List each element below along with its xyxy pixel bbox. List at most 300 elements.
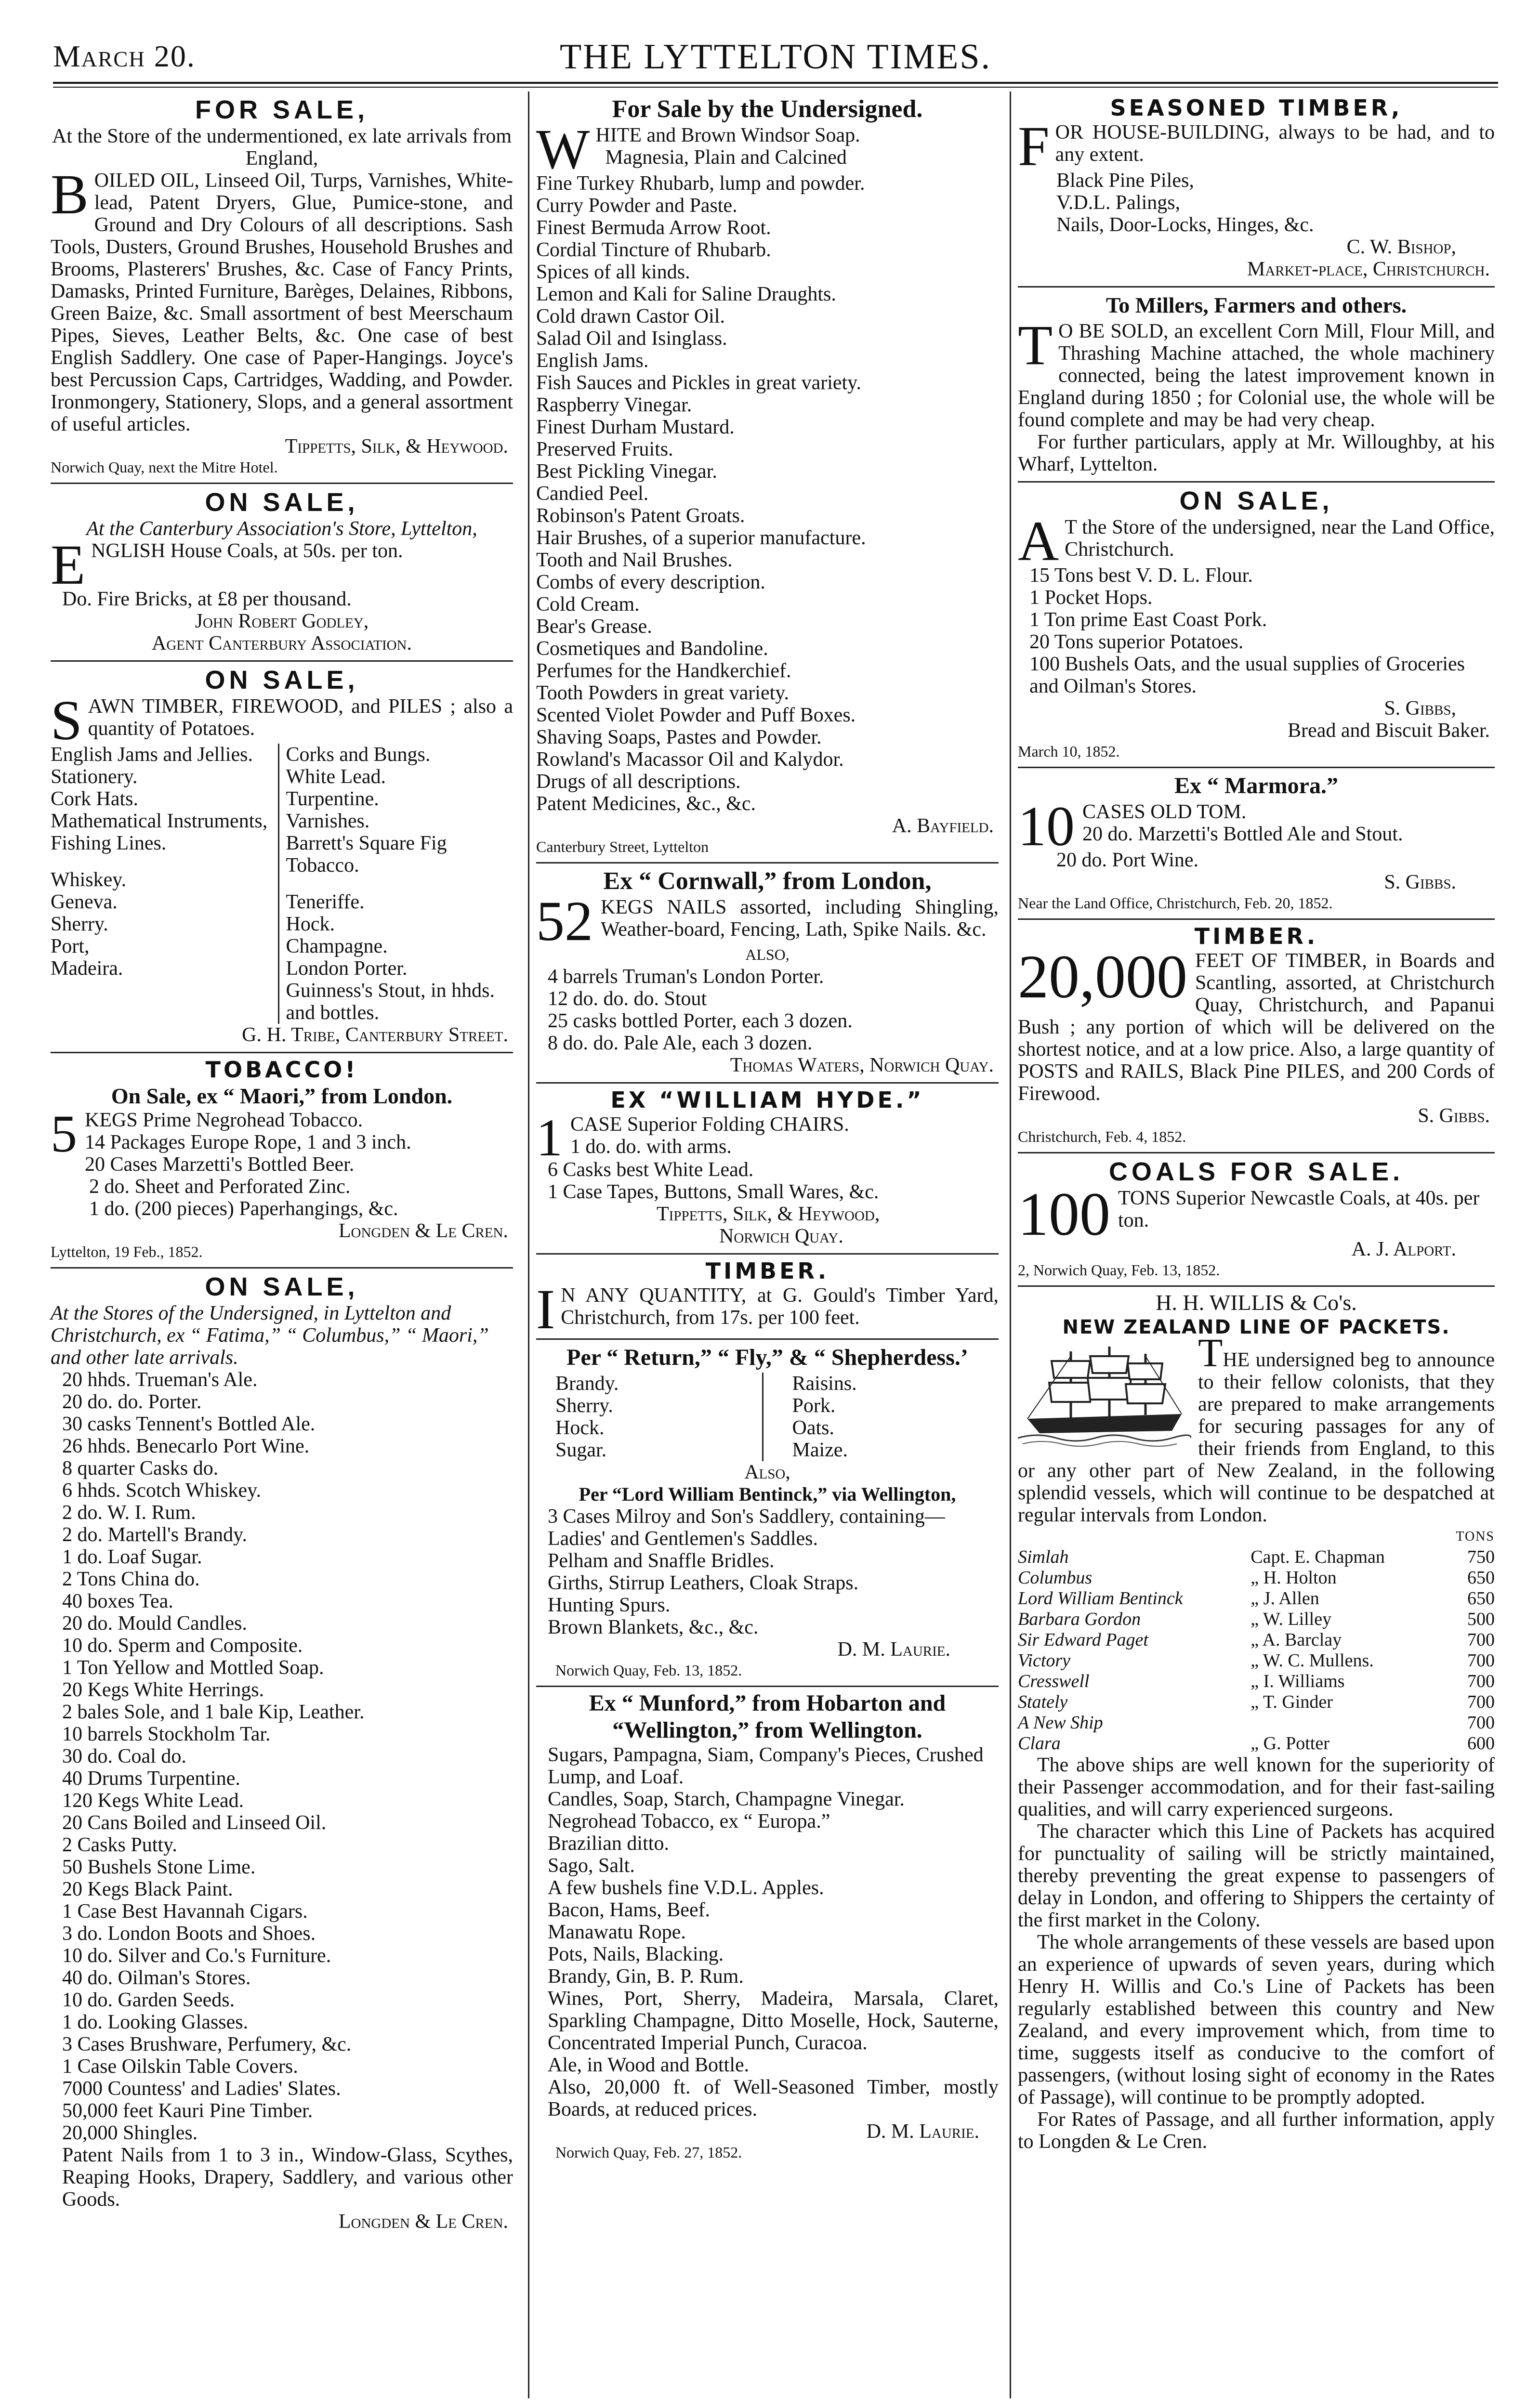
advert-on-sale-timber [51,662,513,1053]
list-item: Sherry. [555,1395,613,1417]
ship-tons: 650 [1467,1568,1495,1588]
list-item: Perfumes for the Handkerchief. [536,660,791,682]
list-item: 15 Tons best V. D. L. Flour. [1029,564,1253,587]
list-item: V.D.L. Palings, [1056,192,1181,214]
advert-body: A T the Store of the undersigned, near the Land Office, Christchurch. [1018,510,1495,573]
masthead [53,29,1498,82]
list-item: 14 Packages Europe Rope, 1 and 3 inch. [85,1131,411,1153]
advert-signature: Tippetts, Silk, & Heywood. [285,435,508,458]
list-item: English Jams. [536,350,649,372]
list-item: Best Pickling Vinegar. [536,460,717,483]
list-item: Guinness's Stout, in hhds. and bottles. [286,980,495,1024]
advert-body: THE undersigned beg to announce to their fellow colonists, that they are prepared to make arrangements for securing passages for any of their friends from England, to this or any other part of New Zealand, in the following splendid vessels, which will continue to be despatched at regular intervals from London. [1018,1331,1495,1526]
list-item: Turpentine. [286,788,379,810]
advert-munford [536,1687,999,2168]
masthead-rule-thin [53,87,1498,88]
list-item: Manawatu Rope. [548,1921,686,1943]
list-item: Pelham and Snaffle Bridles. [548,1550,775,1572]
ship-master: „ H. Holton [1250,1568,1337,1588]
list-item: Sugars, Pampagna, Siam, Company's Pieces, Crushed Lump, and Loaf. [548,1744,984,1788]
list-item: 100 Bushels Oats, and the usual supplies of Groceries and Oilman's Stores. [1029,653,1465,697]
list-item: Preserved Fruits. [536,438,673,460]
sailing-ship-illustration [1018,1342,1191,1448]
list-item: 2 Casks Putty. [62,1834,177,1856]
list-item: White Lead. [286,766,386,788]
advert-signature: D. M. Laurie. [837,1638,950,1661]
list-left [51,744,278,1024]
advert-corn-mill [1018,288,1495,483]
list-item: 1 do. (200 pieces) Paperhangings, &c. [89,1198,398,1220]
advert-signature-title: Agent Canterbury Association. [152,632,412,654]
list-item: Cold drawn Castor Oil. [536,305,725,327]
advert-heading: Ex “ Cornwall,” from London, [603,867,932,895]
list-item: 20 Kegs Black Paint. [62,1878,233,1900]
also-label: ALSO, [745,946,790,963]
advert-signature: Longden & Le Cren. [338,1220,508,1242]
list-item: Sago, Salt. [548,1855,635,1877]
advert-address: Norwich Quay, next the Mitre Hotel. [51,458,278,476]
list-item: Drugs of all descriptions. [536,771,741,793]
issue-date: March 20. [53,39,196,73]
list-item: Maize. [792,1439,848,1461]
list-item: 1 do. Loaf Sugar. [62,1546,202,1568]
list-item: Varnishes. [286,810,370,832]
ship-tons: 700 [1467,1692,1495,1712]
list-item: 2 bales Sole, and 1 bale Kip, Leather. [62,1701,365,1723]
list-item: 20 hhds. Trueman's Ale. [62,1369,258,1391]
advert-signature: A. J. Alport. [1351,1238,1456,1260]
advert-signature: G. H. Tribe, Canterbury Street. [242,1024,508,1046]
advert-heading: SEASONED TIMBER, [1110,95,1403,121]
list-item: 40 do. Oilman's Stores. [62,1967,251,1989]
advert-body: BOILED OIL, Linseed Oil, Turps, Varnishes, White-lead, Patent Dryers, Glue, Pumice-stone, and Ground and Dry Colours of all descriptions. Sash Tools, Dusters, Ground Brushes, Household Brushes and Brooms, Plasterers' Brushes, &c. Case of Fancy Prints, Damasks, Printed Furniture, Barèges, Delaines, Ribbons, Green Baize, &c. Small assortment of best Meerschaum Pipes, Sieves, Leather Belts, &c. One case of best English Saddlery. One case of Paper-Hangings. Joyce's best Percussion Caps, Cartridges, Wadding, and Powder. Ironmongery, Stationery, Slops, and a general assortment of useful articles. [51,163,513,435]
ship-tons: 500 [1467,1609,1495,1629]
advert-body: I N ANY QUANTITY, at G. Gould's Timber Yard, Christchurch, from 17s. per 100 feet. [536,1278,999,1341]
list-item: Tooth and Nail Brushes. [536,549,733,571]
ship-tons: 700 [1467,1630,1495,1650]
ship-name: Cresswell [1018,1671,1090,1691]
ship-master [1250,1713,1440,1733]
advert-william-hyde [536,1084,999,1255]
list-item: Rowland's Macassor Oil and Kalydor. [536,748,844,771]
list-item: 1 Case Oilskin Table Covers. [62,2055,298,2078]
drop-cap: W [536,118,590,181]
list-item: 10 barrels Stockholm Tar. [62,1723,271,1745]
advert-heading: TIMBER. [1194,923,1318,949]
advert-heading: ON SALE, [1179,486,1333,515]
advert-heading: TIMBER. [705,1258,829,1284]
list-item: Ladies' and Gentlemen's Saddles. [548,1528,818,1550]
advert-coals [1018,1153,1495,1287]
advert-subheading: At the Canterbury Association's Store, Lyttelton, [86,518,477,540]
list-item: 2 Tons China do. [62,1568,200,1590]
list-item: 1 Pocket Hops. [1029,587,1153,609]
list-item: Cork Hats. [51,788,138,810]
list-item: Madeira. [51,957,123,980]
drop-cap: A [1018,510,1059,573]
advert-body: WHITE and Brown Windsor Soap. Magnesia, Plain and Calcined [536,118,860,181]
list-item: A few bushels fine V.D.L. Apples. [548,1877,824,1899]
advert-subheading: NEW ZEALAND LINE OF PACKETS. [1062,1316,1450,1338]
list-item: 3 Cases Brushware, Perfumery, &c. [62,2033,352,2055]
spacer [51,854,278,869]
list-item: Cordial Tincture of Rhubarb. [536,239,771,261]
advert-date: Near the Land Office, Christchurch, Feb. 20, 1852. [1018,894,1333,912]
table-row [1018,1650,1495,1671]
advert-date: Norwich Quay, Feb. 27, 1852. [555,2144,742,2161]
advert-closing: Patent Nails from 1 to 3 in., Window-Glass, Scythes, Reaping Hooks, Drapery, Saddlery, and various other Goods. [62,2144,513,2211]
advert-return-fly [536,1340,999,1687]
advert-body: 1 CASE Superior Folding CHAIRS. 1 do. do. with arms. [536,1113,999,1159]
advert-address: Canterbury Street, Lyttelton [536,838,709,855]
list-item: Geneva. [51,891,118,913]
large-numeral: 1 [536,1108,563,1167]
list-item: 1 Case Best Havannah Cigars. [62,1900,308,1923]
advert-signature-address: Norwich Quay. [719,1225,843,1247]
column-left [51,92,513,2238]
advert-body: FOR HOUSE-BUILDING, always to be had, and to any extent. [1018,115,1495,178]
list-item: 2 do. Sheet and Perforated Zinc. [89,1176,351,1198]
large-numeral: 5 [51,1104,77,1163]
list-item: Brandy. [555,1373,619,1395]
list-item: 20,000 Shingles. [62,2122,198,2144]
list-item: Patent Medicines, &c., &c. [536,793,756,815]
ship-tons: 700 [1467,1671,1495,1691]
advert-signature: D. M. Laurie. [866,2120,979,2143]
advert-on-sale-coals [51,484,513,662]
advert-heading: To Millers, Farmers and others. [1106,293,1407,317]
advert-paragraph: The character which this Line of Packets has acquired for punctuality of sailing will be strictly maintained, thereby preventing the great expense to passengers of delay in London, and offering to Shippers the certainty of the first market in the Colony. [1018,1820,1495,1931]
ship-name: Barbara Gordon [1018,1609,1141,1629]
list-item: 20 Tons superior Potatoes. [1029,631,1244,653]
advert-heading: ON SALE, [205,488,359,517]
newspaper-title: THE LYTTELTON TIMES. [559,37,991,77]
advert-heading: FOR SALE, [195,95,369,124]
list-item: 25 casks bottled Porter, each 3 dozen. [548,1010,853,1032]
table-row [1018,1609,1495,1630]
table-row [1018,1733,1495,1754]
ship-tons: 650 [1467,1588,1495,1609]
list-item: 6 Casks best White Lead. [548,1159,754,1181]
advert-bayfield [536,92,999,864]
list-item: Raisins. [792,1373,857,1395]
list-item: Brandy, Gin, B. P. Rum. [548,1965,744,1988]
advert-signature: S. Gibbs, [1384,697,1456,720]
list-item: Fishing Lines. [51,832,167,854]
list-item: Combs of every description. [536,571,765,593]
advert-signature: John Robert Godley, [195,610,369,632]
advert-heading: For Sale by the Undersigned. [612,95,923,123]
list-item: 10 do. Garden Seeds. [62,1989,235,2011]
list-item: 30 casks Tennent's Bottled Ale. [62,1413,316,1435]
list-item: Oats. [792,1417,834,1439]
large-numeral: 10 [1018,795,1075,858]
list-item: 1 do. Looking Glasses. [62,2011,249,2033]
list-item: 1 Ton Yellow and Mottled Soap. [62,1657,324,1679]
list-item: 8 do. do. Pale Ale, each 3 dozen. [548,1032,813,1054]
list-item: 20 do. do. Porter. [62,1391,202,1413]
list-item: Bacon, Hams, Beef. [548,1899,711,1921]
list-item: 6 hhds. Scotch Whiskey. [62,1479,261,1502]
drop-cap: T [1198,1331,1223,1375]
list-item: Wines, Port, Sherry, Madeira, Marsala, Claret, Sparkling Champagne, Ditto Moselle, Hock, Sauterne, Concentrated Imperial Punch, Curacoa. [548,1988,999,2054]
list-item: Brown Blankets, &c., &c. [548,1616,759,1638]
list-item: 3 do. London Boots and Shoes. [62,1923,316,1945]
ship-master: Capt. E. Chapman [1250,1547,1385,1567]
list-item: Champagne. [286,935,388,957]
list-item: Fish Sauces and Pickles in great variety. [536,372,861,394]
ship-master: „ W. C. Mullens. [1250,1650,1374,1671]
advert-for-sale-tippetts [51,92,513,484]
list-item: 1 Ton prime East Coast Pork. [1029,609,1267,631]
list-item: Brazilian ditto. [548,1832,669,1855]
list-item: 10 do. Silver and Co.'s Furniture. [62,1945,331,1967]
advert-body: SAWN TIMBER, FIREWOOD, and PILES ; also a quantity of Potatoes. [51,689,513,752]
list-item: Corks and Bungs. [286,744,431,766]
advert-seasoned-timber [1018,92,1495,288]
list-item: Finest Bermuda Arrow Root. [536,217,771,239]
list-item: Ale, in Wood and Bottle. [548,2054,750,2076]
table-row [1018,1547,1495,1568]
list-item: 50 Bushels Stone Lime. [62,1856,256,1878]
advert-heading: Ex “ Munford,” from Hobarton and “Wellington,” from Wellington. [589,1690,946,1743]
advert-body: 52 KEGS NAILS assorted, including Shingling, Weather-board, Fencing, Lath, Spike Nails. &c. [536,890,999,953]
ship-tons: 600 [1467,1733,1495,1754]
advert-heading: H. H. WILLIS & Co's. [1156,1290,1357,1315]
advert-date: Norwich Quay, Feb. 13, 1852. [555,1662,742,1679]
list-item: 30 do. Coal do. [62,1745,186,1767]
advert-heading: Ex “ Marmora.” [1174,773,1338,798]
list-item: Also, 20,000 ft. of Well-Seasoned Timber, mostly Boards, at reduced prices. [548,2076,999,2120]
advert-signature-address: Market-place, Christchurch. [1247,258,1490,280]
large-numeral: 52 [536,890,593,953]
list-item: 40 Drums Turpentine. [62,1767,240,1790]
list-item: Stationery. [51,766,138,788]
table-header-row [1018,1526,1495,1547]
ship-name: Clara [1018,1733,1061,1754]
spacer [286,877,513,891]
list-item: Curry Powder and Paste. [536,195,737,217]
table-row [1018,1671,1495,1692]
list-item: Hock. [555,1417,605,1439]
list-item: 1 do. do. with arms. [570,1136,732,1158]
list-item: Bear's Grease. [536,615,652,638]
list-item: Shaving Soaps, Pastes and Powder. [536,726,822,748]
list-item: Pork. [792,1395,836,1417]
drop-cap: I [536,1278,555,1341]
ship-tons: 700 [1467,1713,1495,1733]
drop-cap: E [51,533,86,596]
list-item: 2 do. Martell's Brandy. [62,1524,247,1546]
ship-name: A New Ship [1018,1713,1103,1733]
item-list [536,172,999,815]
list-item: 12 do. do. do. Stout [548,988,707,1010]
list-item: Sugar. [555,1439,607,1461]
list-item: Robinson's Patent Groats. [536,505,745,527]
advert-willis-packets [1018,1287,1495,2159]
advert-body: 20,000 FEET OF TIMBER, in Boards and Scantling, assorted, at Christchurch Quay, Christchurch, and Papanui Bush ; any portion of which will be delivered on the shortest notice, and at a low price. Also, a large quantity of POSTS and RAILS, Black Pine PILES, and 200 Cords of Firewood. [1018,942,1495,1105]
list-item: Nails, Door-Locks, Hinges, &c. [1056,214,1314,236]
advert-date: Christchurch, Feb. 4, 1852. [1018,1128,1186,1145]
advert-body-2: For further particulars, apply at Mr. Willoughby, at his Wharf, Lyttelton. [1018,431,1495,475]
ship-master: „ I. Williams [1250,1671,1345,1691]
ship-master: „ J. Allen [1250,1588,1319,1609]
advert-signature: Tippetts, Silk, & Heywood, [657,1203,880,1225]
ship-name: Lord William Bentinck [1018,1588,1183,1609]
advert-heading: COALS FOR SALE. [1108,1157,1404,1186]
list-item: 20 do. Port Wine. [1056,849,1199,871]
advert-paragraph: For Rates of Passage, and all further information, apply to Longden & Le Cren. [1018,2108,1495,2153]
advert-paragraph: The above ships are well known for the superiority of their Passenger accommodation, and for their fast-sailing qualities, and will carry experienced surgeons. [1018,1754,1495,1820]
advert-date: 2, Norwich Quay, Feb. 13, 1852. [1018,1261,1220,1279]
list-item: Lemon and Kali for Saline Draughts. [536,283,836,305]
list-item: Spices of all kinds. [536,261,690,283]
column-divider [528,92,529,2398]
table-row [1018,1568,1495,1588]
list-item: 20 Kegs White Herrings. [62,1679,264,1701]
list-item: English Jams and Jellies. [51,744,253,766]
advert-signature: S. Gibbs. [1418,1105,1490,1127]
list-item: Fine Turkey Rhubarb, lump and powder. [536,172,865,195]
list-item: 4 barrels Truman's London Porter. [548,966,824,988]
large-numeral: 100 [1018,1180,1110,1248]
advert-heading: Per “ Return,” “ Fly,” & “ Shepherdess.’ [566,1345,968,1370]
advert-subheading: Per “Lord William Bentinck,” via Wellington, [579,1483,956,1505]
advert-gould-timber [536,1255,999,1340]
list-item: London Porter. [286,957,408,980]
two-column-list [536,1373,999,1461]
list-item: Pots, Nails, Blacking. [548,1943,724,1965]
list-item: Teneriffe. [286,891,365,913]
list-item: Cold Cream. [536,593,640,615]
column-middle [536,92,999,2168]
advert-date: March 10, 1852. [1018,743,1120,760]
ship-tons: 750 [1467,1547,1495,1567]
list-item: 1 Case Tapes, Buttons, Small Wares, &c. [548,1181,879,1203]
ship-name: Sir Edward Paget [1018,1630,1148,1650]
list-item: Hunting Spurs. [548,1594,671,1616]
ships-table [1018,1526,1495,1754]
advert-marmora [1018,768,1495,920]
list-item: 120 Kegs White Lead. [62,1790,244,1812]
drop-cap: B [51,163,89,226]
list-item: Scented Violet Powder and Puff Boxes. [536,704,856,726]
advert-signature: A. Bayfield. [892,815,994,837]
advert-paragraph: The whole arrangements of these vessels are based upon an experience of upwards of seven years, during which Henry H. Willis and Co.'s Line of Packets has been regularly established between this country and New Zealand, and every improvement which, from time to time, suggests itself as conducive to the comfort of passengers, (without losing sight of economy in the Rates of Passage), will continue to be promptly adopted. [1018,1931,1495,2108]
list-item: Hair Brushes, of a superior manufacture. [536,527,866,549]
ship-master: „ A. Barclay [1250,1630,1342,1650]
ship-master: „ G. Potter [1250,1733,1329,1754]
list-item: Sherry. [51,913,108,935]
drop-cap: F [1018,115,1050,178]
list-item: Hock. [286,913,335,935]
list-item: 10 do. Sperm and Composite. [62,1635,303,1657]
list-item: 2 do. W. I. Rum. [62,1502,196,1524]
large-numeral: 20,000 [1018,942,1187,1011]
advert-signature: Thomas Waters, Norwich Quay. [730,1054,994,1076]
list-item: 40 boxes Tea. [62,1590,173,1612]
advert-timber-gibbs [1018,920,1495,1153]
item-list [51,1369,513,2144]
advert-cornwall [536,864,999,1084]
tons-column-header: TONS [1456,1529,1495,1544]
ship-master: „ W. Lilley [1250,1609,1332,1629]
list-item: Tooth Powders in great variety. [536,682,790,704]
list-item: 8 quarter Casks do. [62,1457,219,1479]
advert-heading: EX “WILLIAM HYDE.” [610,1087,924,1113]
advert-heading: ON SALE, [205,1272,359,1301]
ship-name: Columbus [1018,1568,1092,1588]
advert-subheading: On Sale, ex “ Maori,” from London. [111,1084,453,1108]
advert-signature: Longden & Le Cren. [338,2211,508,2233]
also-label: Also, [744,1461,790,1483]
list-item: Port, [51,935,90,957]
advert-signature-title: Bread and Biscuit Baker. [1288,720,1490,742]
advert-subheading: At the Store of the undermentioned, ex late arrivals from England, [52,125,512,170]
advert-body: 10 CASES OLD TOM. 20 do. Marzetti's Bottled Ale and Stout. [1018,795,1403,858]
column-right [1018,92,1495,2159]
two-column-list [51,744,513,1024]
masthead-rule [53,82,1498,84]
list-item: 20 Cans Boiled and Linseed Oil. [62,1812,327,1834]
list-item: Mathematical Instruments, [51,810,268,832]
list-right [278,744,513,1024]
table-row [1018,1588,1495,1609]
list-item: Black Pine Piles, [1056,170,1194,192]
list-left [555,1373,762,1461]
list-item: Candles, Soap, Starch, Champagne Vinegar. [548,1788,905,1810]
advert-signature: C. W. Bishop, [1346,236,1456,258]
ship-tons: 700 [1467,1650,1495,1671]
advert-date: Lyttelton, 19 Feb., 1852. [51,1243,203,1260]
column-divider [1010,92,1011,2398]
list-item: 7000 Countess' and Ladies' Slates. [62,2078,341,2100]
drop-cap: T [1018,314,1053,377]
advert-subheading: At the Stores of the Undersigned, in Lyttelton and Christchurch, ex “ Fatima,” “ Columbus,” “ Maori,” and other late arrivals. [51,1302,489,1369]
advert-heading: TOBACCO! [205,1057,358,1083]
list-item: Negrohead Tobacco, ex “ Europa.” [548,1810,830,1832]
list-right [762,1373,999,1461]
advert-heading: ON SALE, [205,666,359,694]
list-item: 26 hhds. Benecarlo Port Wine. [62,1435,310,1457]
list-item: 50,000 feet Kauri Pine Timber. [62,2100,313,2122]
advert-body: 5 KEGS Prime Negrohead Tobacco. 14 Packages Europe Rope, 1 and 3 inch. 20 Cases Marzetti's Bottled Beer. [51,1109,513,1176]
ship-master: „ T. Ginder [1250,1692,1333,1712]
ship-name: Victory [1018,1650,1071,1671]
list-item: Finest Durham Mustard. [536,416,735,438]
advert-tobacco [51,1053,513,1269]
list-item: Salad Oil and Isinglass. [536,327,727,350]
list-item: Raspberry Vinegar. [536,394,692,416]
ship-name: Simlah [1018,1547,1069,1567]
list-item: Whiskey. [51,869,127,891]
table-row [1018,1692,1495,1713]
ship-name: Stately [1018,1692,1068,1712]
advert-gibbs-on-sale [1018,483,1495,768]
advert-body: T O BE SOLD, an excellent Corn Mill, Flour Mill, and Thrashing Machine attached, the whole machinery connected, being the latest improvement known in England during 1850 ; for Colonial use, the whole will be found complete and may be had very cheap. [1018,314,1495,431]
list-item: Girths, Stirrup Leathers, Cloak Straps. [548,1572,859,1594]
drop-cap: S [51,689,82,752]
advert-body: ENGLISH House Coals, at 50s. per ton. [51,533,403,596]
list-item: 20 Cases Marzetti's Bottled Beer. [85,1153,355,1176]
advert-on-sale-stores [51,1269,513,2238]
list-item: 3 Cases Milroy and Son's Saddlery, containing— [548,1505,945,1528]
advert-line: Do. Fire Bricks, at £8 per thousand. [62,588,352,610]
list-item: Barrett's Square Fig Tobacco. [286,832,447,877]
list-item: 20 do. Mould Candles. [62,1612,247,1635]
table-row [1018,1713,1495,1733]
advert-signature: S. Gibbs. [1384,871,1456,893]
